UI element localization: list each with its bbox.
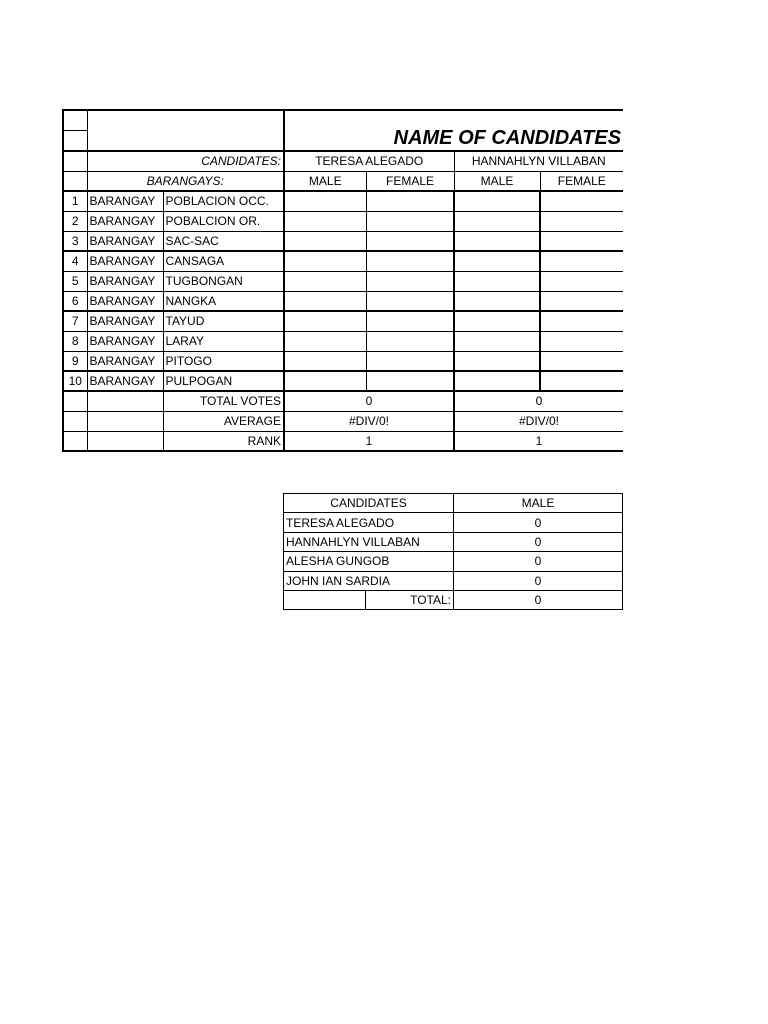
barangay-name: PULPOGAN [163,371,284,391]
candidate-name-header: HANNAHLYN VILLABAN [454,151,623,171]
vote-cell[interactable] [454,311,540,331]
vote-cell[interactable] [540,191,623,211]
table-row [63,231,623,251]
table-row [63,371,623,391]
sub-header-female: FEMALE [540,171,623,191]
row-number: 1 [63,191,87,211]
total-votes-value: 0 [284,391,454,411]
barangay-name: TAYUD [163,311,284,331]
table-row [63,211,623,231]
vote-cell[interactable] [366,331,454,351]
vote-cell[interactable] [454,371,540,391]
corner-cell [63,110,87,130]
average-row [63,411,623,431]
page-title: NAME OF CANDIDATES [284,110,623,151]
vote-cell[interactable] [284,251,366,271]
sub-header-male: MALE [454,171,540,191]
vote-cell[interactable] [284,291,366,311]
vote-cell[interactable] [540,371,623,391]
vote-cell[interactable] [454,191,540,211]
barangays-header-row [63,171,623,191]
summary-table [283,493,623,610]
candidates-label: CANDIDATES: [87,151,284,171]
vote-cell[interactable] [454,211,540,231]
row-number: 5 [63,271,87,291]
total-votes-row [63,391,623,411]
vote-cell[interactable] [540,291,623,311]
average-value: #DIV/0! [454,411,623,431]
vote-cell[interactable] [284,331,366,351]
vote-cell[interactable] [454,251,540,271]
blank-cell [63,391,87,411]
summary-candidate-value: 0 [454,552,623,571]
vote-cell[interactable] [284,311,366,331]
table-row [63,271,623,291]
row-type: BARANGAY [87,231,163,251]
barangay-name: NANGKA [163,291,284,311]
table-row [63,291,623,311]
row-type: BARANGAY [87,271,163,291]
summary-total-value: 0 [454,590,623,609]
row-type: BARANGAY [87,331,163,351]
blank-cell [63,431,87,451]
barangay-name: CANSAGA [163,251,284,271]
vote-cell[interactable] [454,351,540,371]
summary-candidate-value: 0 [454,571,623,590]
vote-cell[interactable] [366,351,454,371]
summary-candidate-name: ALESHA GUNGOB [284,552,454,571]
summary-row [284,571,623,590]
vote-cell[interactable] [540,231,623,251]
vote-cell[interactable] [366,371,454,391]
blank-cell [87,431,163,451]
table-row [63,251,623,271]
summary-candidate-name: JOHN IAN SARDIA [284,571,454,590]
row-number: 2 [63,211,87,231]
table-row [63,311,623,331]
blank-cell [284,590,366,609]
vote-cell[interactable] [540,211,623,231]
sub-header-female: FEMALE [366,171,454,191]
row-number: 4 [63,251,87,271]
average-label: AVERAGE [163,411,284,431]
summary-candidate-value: 0 [454,532,623,551]
average-value: #DIV/0! [284,411,454,431]
vote-cell[interactable] [284,371,366,391]
vote-cell[interactable] [366,211,454,231]
vote-cell[interactable] [366,231,454,251]
vote-cell[interactable] [284,351,366,371]
blank-cell [87,411,163,431]
header-blank-cell [87,110,284,151]
total-votes-label: TOTAL VOTES [163,391,284,411]
barangay-name: POBALCION OR. [163,211,284,231]
vote-cell[interactable] [454,291,540,311]
row-type: BARANGAY [87,251,163,271]
vote-cell[interactable] [284,231,366,251]
vote-cell[interactable] [540,251,623,271]
vote-cell[interactable] [540,311,623,331]
summary-header-male: MALE [454,494,623,513]
summary-header-candidates: CANDIDATES [284,494,454,513]
vote-cell[interactable] [540,271,623,291]
row-type: BARANGAY [87,211,163,231]
table-row [63,331,623,351]
vote-cell[interactable] [366,311,454,331]
barangay-name: SAC-SAC [163,231,284,251]
candidates-vote-table [62,109,623,452]
summary-candidate-value: 0 [454,513,623,532]
vote-cell[interactable] [540,351,623,371]
summary-header-row [284,494,623,513]
title-row-top [63,110,623,130]
vote-cell[interactable] [454,331,540,351]
row-type: BARANGAY [87,291,163,311]
total-votes-value: 0 [454,391,623,411]
barangay-name: TUGBONGAN [163,271,284,291]
vote-cell[interactable] [366,291,454,311]
vote-cell[interactable] [284,271,366,291]
rank-row [63,431,623,451]
vote-cell[interactable] [454,271,540,291]
rank-value: 1 [284,431,454,451]
rank-value: 1 [454,431,623,451]
summary-total-row [284,590,623,609]
vote-cell[interactable] [284,191,366,211]
blank-cell [87,391,163,411]
sub-header-male: MALE [284,171,366,191]
rank-label: RANK [163,431,284,451]
blank-cell [63,411,87,431]
table-row [63,191,623,211]
blank-cell [63,171,87,191]
barangay-name: LARAY [163,331,284,351]
vote-cell[interactable] [284,211,366,231]
row-type: BARANGAY [87,371,163,391]
barangay-name: PITOGO [163,351,284,371]
vote-cell[interactable] [454,231,540,251]
summary-row [284,513,623,532]
row-type: BARANGAY [87,311,163,331]
vote-cell[interactable] [366,271,454,291]
row-type: BARANGAY [87,191,163,211]
row-number: 8 [63,331,87,351]
summary-candidate-name: TERESA ALEGADO [284,513,454,532]
row-number: 9 [63,351,87,371]
vote-cell[interactable] [366,251,454,271]
summary-row [284,552,623,571]
vote-cell[interactable] [366,191,454,211]
row-number: 7 [63,311,87,331]
barangays-label: BARANGAYS: [87,171,284,191]
candidate-name-header: TERESA ALEGADO [284,151,454,171]
row-number: 6 [63,291,87,311]
row-type: BARANGAY [87,351,163,371]
summary-candidate-name: HANNAHLYN VILLABAN [284,532,454,551]
table-row [63,351,623,371]
row-number: 3 [63,231,87,251]
row-number: 10 [63,371,87,391]
barangay-name: POBLACION OCC. [163,191,284,211]
blank-cell [63,151,87,171]
summary-total-label: TOTAL: [366,590,454,609]
candidates-header-row [63,151,623,171]
corner-cell [63,130,87,151]
summary-row [284,532,623,551]
vote-cell[interactable] [540,331,623,351]
